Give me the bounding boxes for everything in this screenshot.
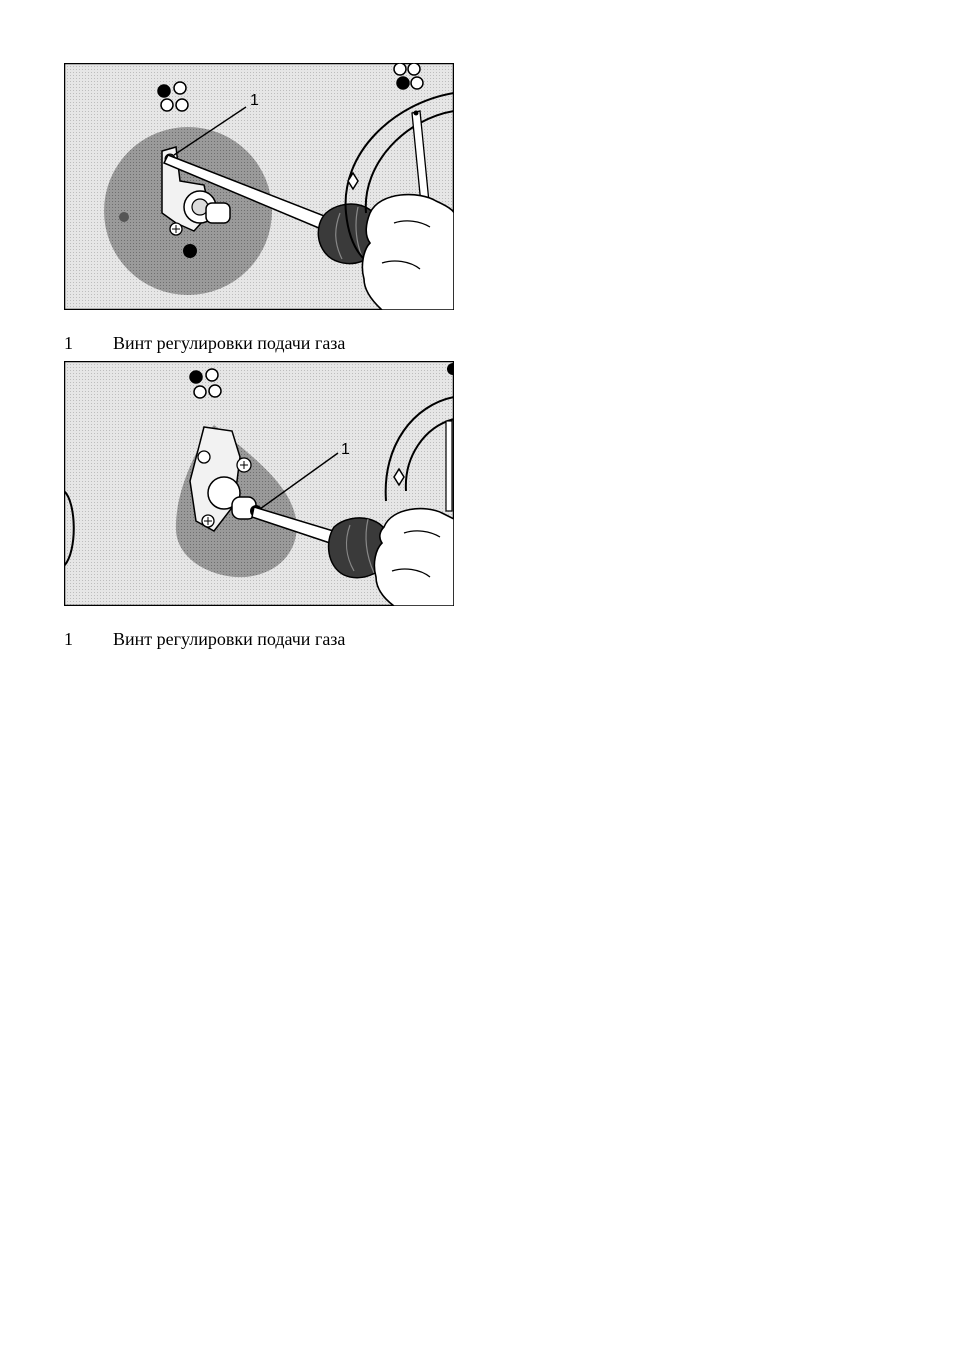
caption-text: Винт регулировки подачи газа xyxy=(113,333,346,353)
caption-number: 1 xyxy=(64,333,73,353)
caption-text: Винт регулировки подачи газа xyxy=(113,629,346,649)
caption-number: 1 xyxy=(64,629,73,649)
illustration-gas-adjustment-1 xyxy=(64,63,454,310)
callout-label: 1 xyxy=(250,92,259,109)
callout-label: 1 xyxy=(341,441,350,458)
illustration-gas-adjustment-2 xyxy=(64,361,454,606)
